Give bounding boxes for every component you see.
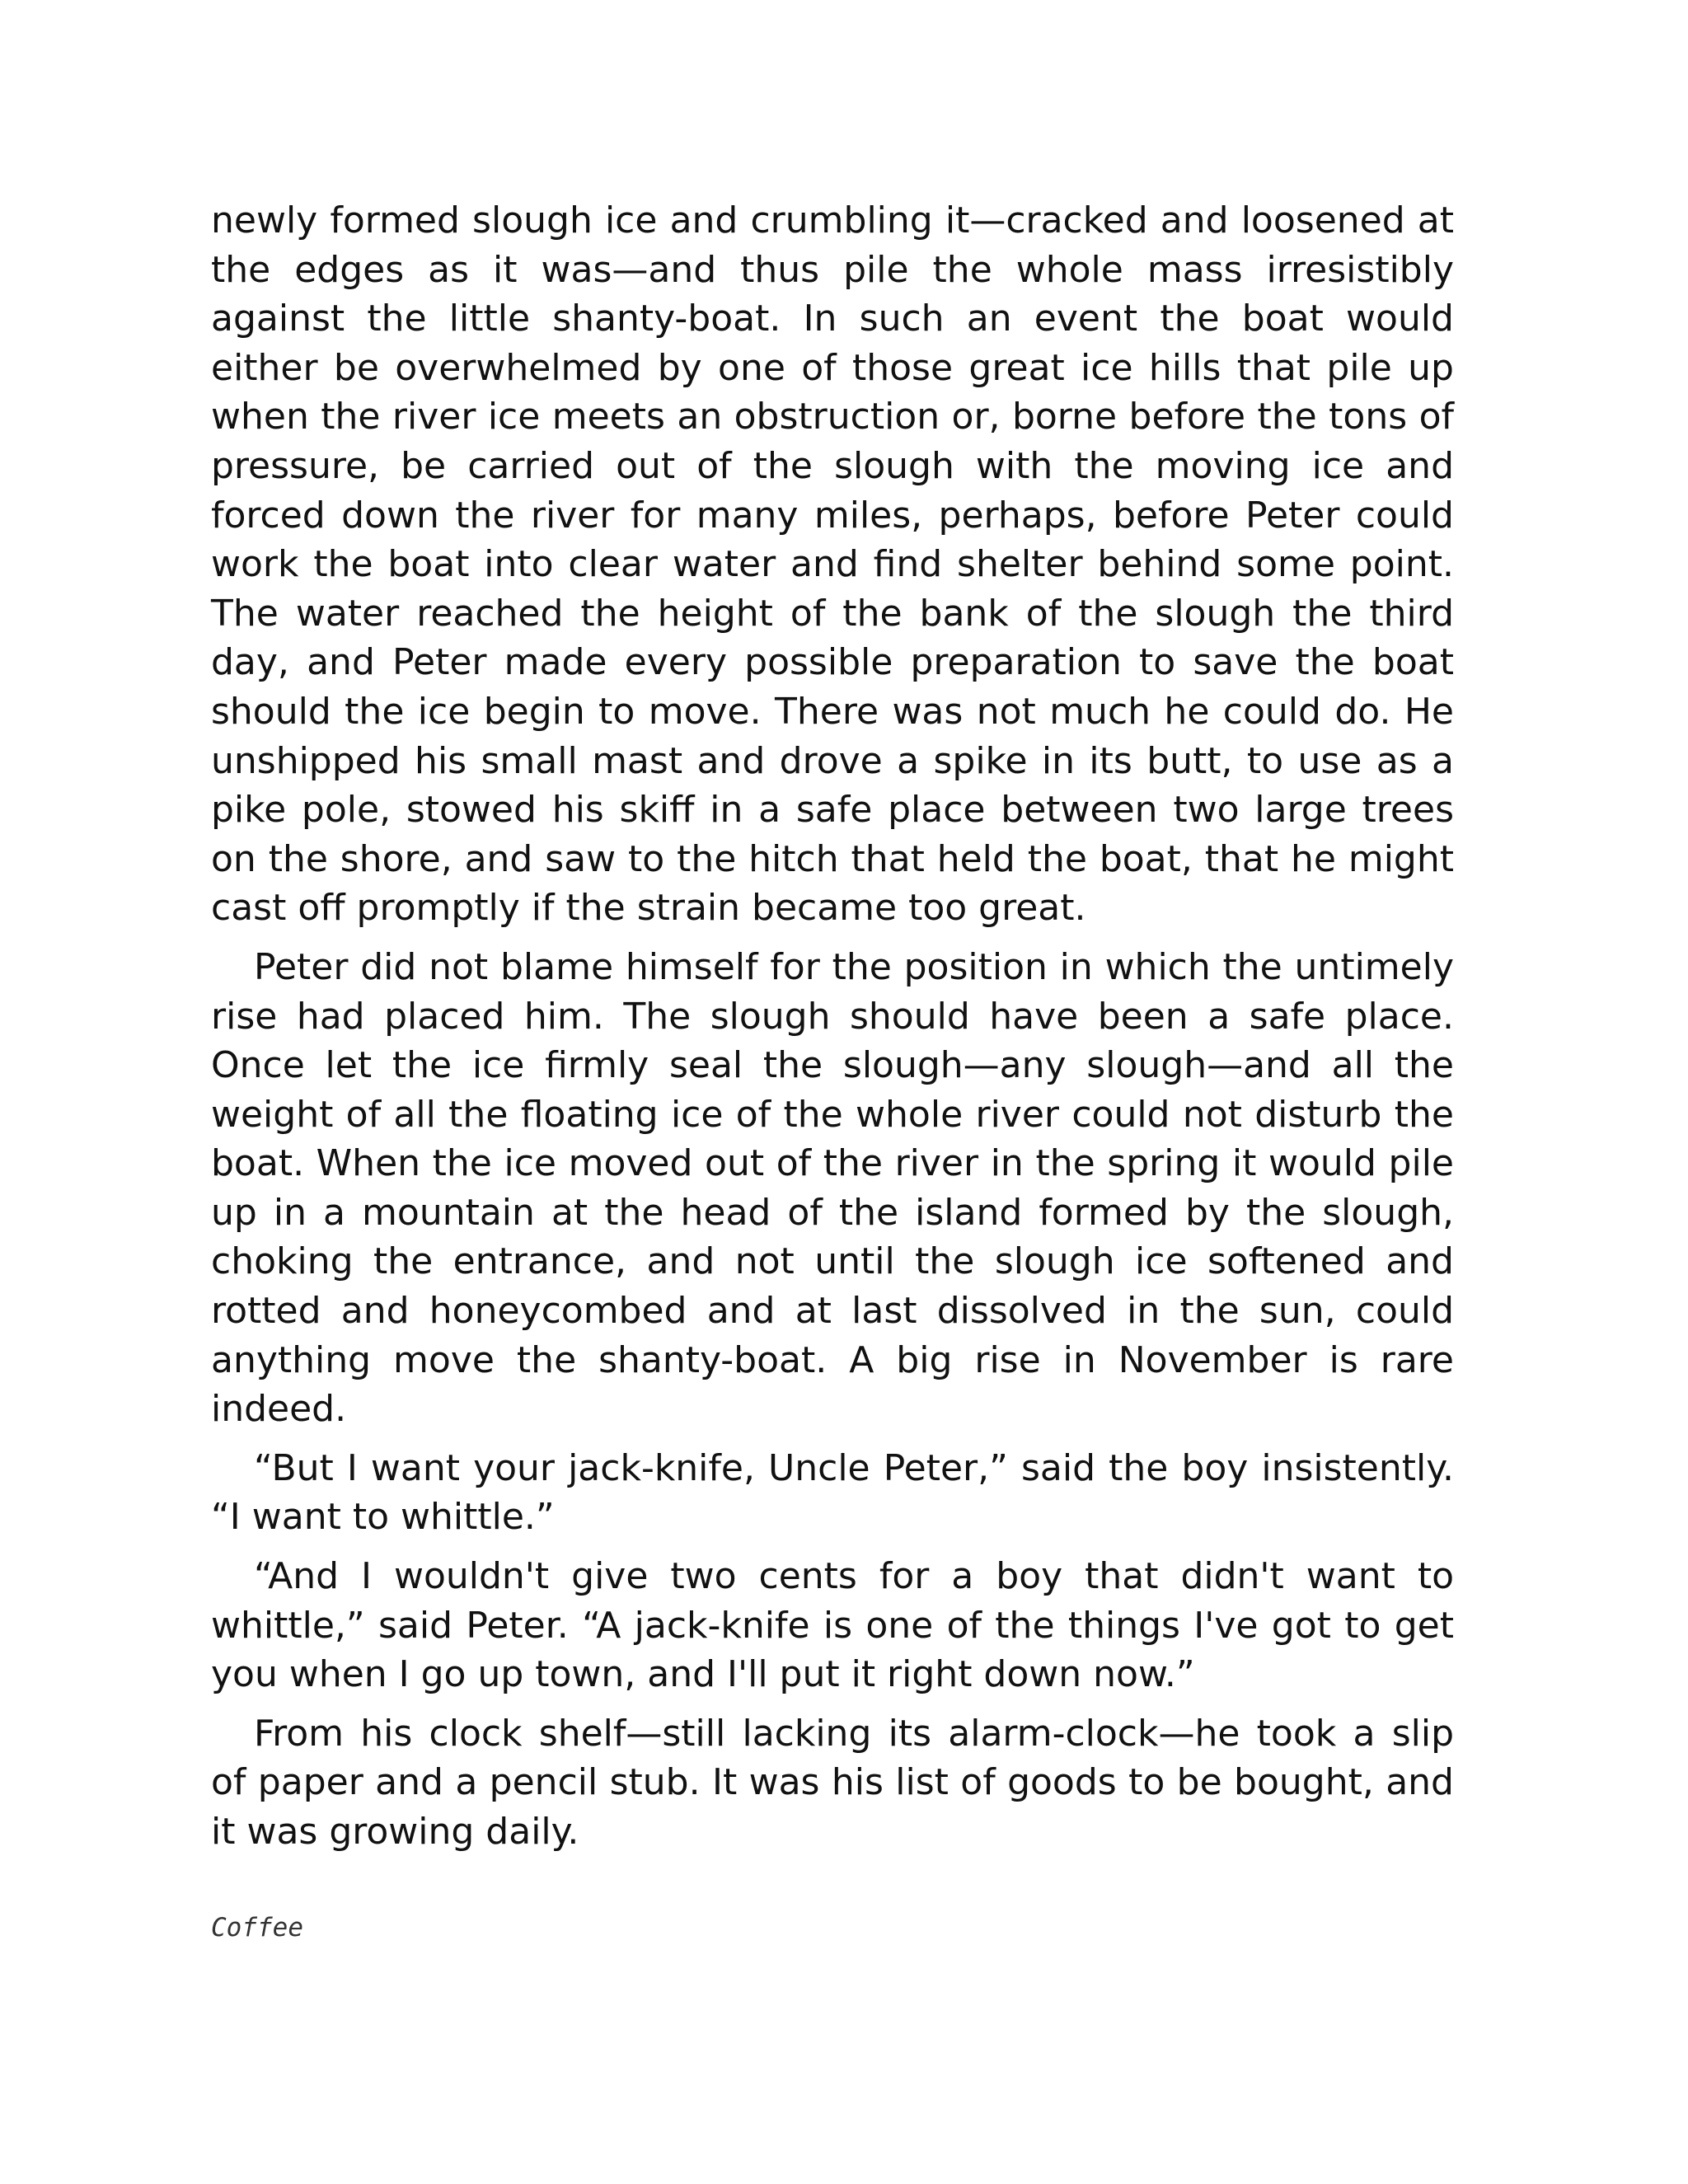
document-page — [211, 196, 1454, 1944]
paragraph-4: “And I wouldn't give two cents for a boy that didn't want to whittle,” said Peter. “A jack-knife is one of the things I've got to get you when I go up town, and I'll put it right down now.” — [211, 1555, 1454, 1696]
paragraph-2: Peter did not blame himself for the position in which the untimely rise had placed him. The slough should have been a safe place. Once let the ice firmly seal the slough—any slough—and all the weight of all the floating ice of the whole river could not disturb the boat. When the ice moved out of the river in the spring it would pile up in a mountain at the head of the island formed by the slough, choking the entrance, and not until the slough ice softened and rotted and honeycombed and at last dissolved in the sun, could anything move the shanty-boat. A big rise in November is rare indeed. — [211, 945, 1454, 1431]
shopping-list — [211, 1911, 1454, 1944]
list-item: Coffee — [211, 1912, 303, 1943]
paragraph-5: From his clock shelf—still lacking its alarm-clock—he took a slip of paper and a pencil stub. It was his list of goods to be bought, and it was growing daily. — [211, 1712, 1454, 1853]
paragraph-1: newly formed slough ice and crumbling it—cracked and loosened at the edges as it was—and thus pile the whole mass irresistibly against the little shanty-boat. In such an event the boat would either be overwhelmed by one of those great ice hills that pile up when the river ice meets an obstruction or, borne before the tons of pressure, be carried out of the slough with the moving ice and forced down the river for many miles, perhaps, before Peter could work the boat into clear water and find shelter behind some point. The water reached the height of the bank of the slough the third day, and Peter made every possible preparation to save the boat should the ice begin to move. There was not much he could do. He unshipped his small mast and drove a spike in its butt, to use as a pike pole, stowed his skiff in a safe place between two large trees on the shore, and saw to the hitch that held the boat, that he might cast off promptly if the strain became too great. — [211, 199, 1454, 930]
paragraph-3: “But I want your jack-knife, Uncle Peter,” said the boy insistently. “I want to whittle.” — [211, 1446, 1454, 1539]
